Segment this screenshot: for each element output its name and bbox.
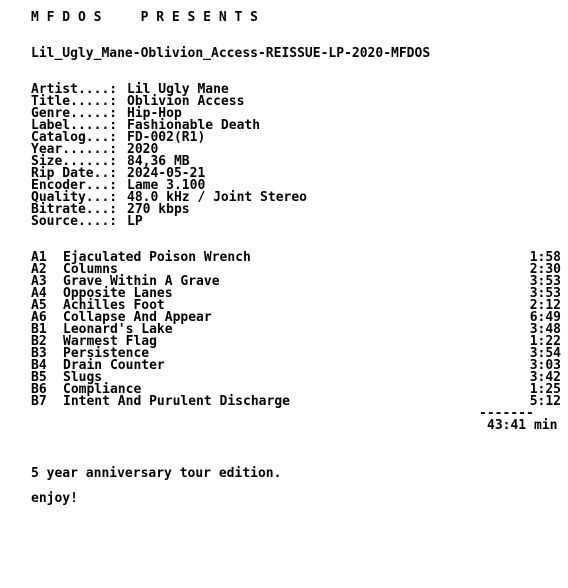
track-number: B7 <box>31 394 47 409</box>
info-key: Genre.....: <box>31 106 118 121</box>
track-title: Compliance <box>63 382 142 397</box>
track-title: Warmest Flag <box>63 334 157 349</box>
info-value: 270 kbps <box>127 202 190 217</box>
track-number: A3 <box>31 274 47 289</box>
track-title: Achilles Foot <box>63 298 165 313</box>
release-note: 5 year anniversary tour edition. <box>31 466 282 481</box>
track-duration: 3:53 <box>529 286 561 301</box>
info-key: Title.....: <box>31 94 118 109</box>
info-value: 2024-05-21 <box>127 166 206 181</box>
info-value: Hip-Hop <box>127 106 182 121</box>
info-key: Size......: <box>31 154 118 169</box>
info-key: Quality...: <box>31 190 118 205</box>
track-duration: 5:12 <box>529 394 561 409</box>
track-duration: 1:22 <box>529 334 561 349</box>
info-key: Bitrate...: <box>31 202 118 217</box>
release-info-list <box>31 84 307 228</box>
track-number: B4 <box>31 358 47 373</box>
info-key: Encoder...: <box>31 178 118 193</box>
track-number: A4 <box>31 286 47 301</box>
track-title: Persistence <box>63 346 150 361</box>
total-separator: ------- <box>479 406 534 421</box>
info-key: Year......: <box>31 142 118 157</box>
track-duration: 1:25 <box>529 382 561 397</box>
info-value: 84,36 MB <box>127 154 190 169</box>
track-duration: 3:03 <box>529 358 561 373</box>
track-title: Ejaculated Poison Wrench <box>63 250 251 265</box>
enjoy-text: enjoy! <box>31 491 78 506</box>
info-value: LP <box>127 214 143 229</box>
info-key: Rip Date..: <box>31 166 118 181</box>
track-title: Intent And Purulent Discharge <box>63 394 290 409</box>
tracklist <box>31 252 561 408</box>
track-title: Collapse And Appear <box>63 310 212 325</box>
info-value: Fashionable Death <box>127 118 261 133</box>
track-duration: 3:54 <box>529 346 561 361</box>
track-duration: 3:53 <box>529 274 561 289</box>
track-title: Leonard's Lake <box>63 322 173 337</box>
track-duration: 1:58 <box>529 250 561 265</box>
info-value: FD-002(R1) <box>127 130 206 145</box>
track-title: Opposite Lanes <box>63 286 173 301</box>
info-value: Lil Ugly Mane <box>127 82 229 97</box>
track-number: B3 <box>31 346 47 361</box>
track-duration: 2:30 <box>529 262 561 277</box>
track-title: Grave Within A Grave <box>63 274 220 289</box>
info-row <box>31 216 307 228</box>
track-row <box>31 360 561 372</box>
info-key: Source....: <box>31 214 118 229</box>
track-number: A1 <box>31 250 47 265</box>
info-value: 2020 <box>127 142 159 157</box>
info-key: Label.....: <box>31 118 118 133</box>
release-name: Lil_Ugly_Mane-Oblivion_Access-REISSUE-LP-2020-MFDOS <box>31 46 431 61</box>
info-key: Catalog...: <box>31 130 118 145</box>
track-number: A6 <box>31 310 47 325</box>
track-title: Drain Counter <box>63 358 165 373</box>
info-key: Artist....: <box>31 82 118 97</box>
track-title: Columns <box>63 262 118 277</box>
info-value: 48.0 kHz / Joint Stereo <box>127 190 308 205</box>
info-value: Lame 3.100 <box>127 178 206 193</box>
track-number: B2 <box>31 334 47 349</box>
info-value: Oblivion Access <box>127 94 245 109</box>
track-duration: 3:48 <box>529 322 561 337</box>
track-number: B1 <box>31 322 47 337</box>
track-number: B6 <box>31 382 47 397</box>
track-number: A2 <box>31 262 47 277</box>
track-number: A5 <box>31 298 47 313</box>
track-duration: 6:49 <box>529 310 561 325</box>
track-duration: 2:12 <box>529 298 561 313</box>
track-duration: 3:42 <box>529 370 561 385</box>
track-title: Slugs <box>63 370 103 385</box>
presents-header: M F D O S P R E S E N T S <box>31 10 258 25</box>
total-duration: 43:41 min <box>487 418 558 433</box>
track-number: B5 <box>31 370 47 385</box>
